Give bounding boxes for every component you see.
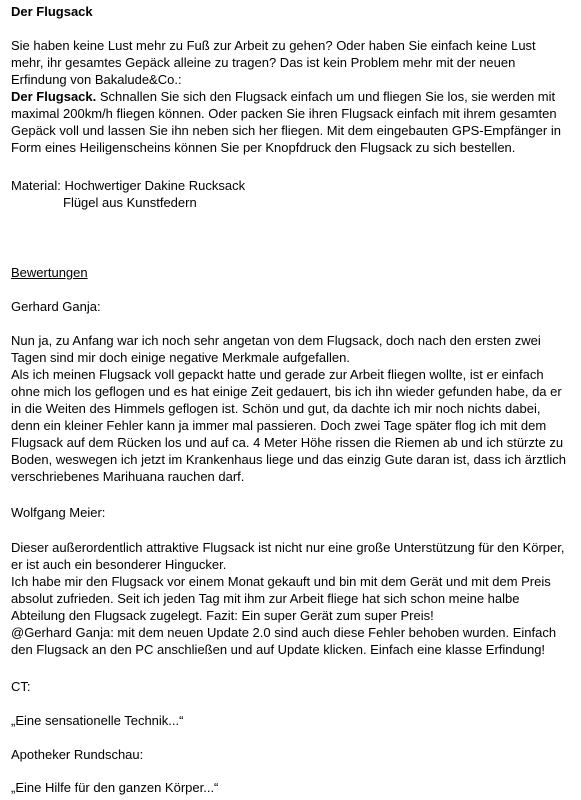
review-author-text: Gerhard Ganja: xyxy=(11,299,101,314)
review-body xyxy=(11,332,571,485)
review-author-text: Wolfgang Meier: xyxy=(11,505,106,520)
review-author xyxy=(11,298,571,315)
review-author xyxy=(11,678,571,695)
product-paragraph xyxy=(11,88,571,156)
review-quote xyxy=(11,712,571,729)
product-name: Der Flugsack. xyxy=(11,89,97,104)
review-paragraph: Ich habe mir den Flugsack vor einem Monat gekauft und bin mit dem Gerät und mit dem Preis absolut zufrieden. Seit ich jeden Tag mit ihm zur Arbeit fliege hat sich schon meine halbe Abteilung den Flugsack zugelegt. Fazit: Ein super Gerät zum super Preis! xyxy=(11,574,551,623)
review-paragraph: Dieser außerordentlich attraktive Flugsack ist nicht nur eine große Unterstützung für den Körper, er ist auch ein besonderer Hingucker. xyxy=(11,540,565,572)
review-quote-text: „Eine sensationelle Technik...“ xyxy=(11,713,184,728)
review-author xyxy=(11,746,571,763)
material-line: Material: Hochwertiger Dakine Rucksack xyxy=(11,178,246,193)
review-paragraph: @Gerhard Ganja: mit dem neuen Update 2.0 sind auch diese Fehler behoben wurden. Einfach den Flugsack an den PC anschließen und auf Update klicken. Einfach eine klasse Erfindung! xyxy=(11,625,557,657)
review-author xyxy=(11,504,571,521)
material-section xyxy=(11,177,571,211)
reviews-heading xyxy=(11,264,571,281)
intro-section xyxy=(11,37,571,156)
review-paragraph: Als ich meinen Flugsack voll gepackt hatte und gerade zur Arbeit fliegen wollte, ist er einfach ohne mich los geflogen und es hat einige Zeit gedauert, bis ich ihn wieder gefunden habe, da er in die Weiten des Himmels geflogen ist. Schön und gut, da dachte ich mir noch nichts dabei, denn ein kleiner Fehler kann ja immer mal passieren. Doch zwei Tage später flog ich mit dem Flugsack auf dem Rücken los und auf ca. 4 Meter Höhe rissen die Riemen ab und ich stürzte zu Boden, weswegen ich jetzt im Krankenhaus liege und das einzig Gute daran ist, dass ich ärztlich verschriebenes Marihuana rauchen darf. xyxy=(11,367,566,484)
review-paragraph: Nun ja, zu Anfang war ich noch sehr angetan von dem Flugsack, doch nach den ersten zwei Tagen sind mir doch einige negative Merkmale aufgefallen. xyxy=(11,333,541,365)
review-body xyxy=(11,539,571,658)
page-title: Der Flugsack xyxy=(11,4,93,19)
review-author-text: CT: xyxy=(11,679,31,694)
intro-paragraph: Sie haben keine Lust mehr zu Fuß zur Arbeit zu gehen? Oder haben Sie einfach keine Lust mehr, ihr gesamtes Gepäck alleine zu tragen? Das ist kein Problem mehr mit der neuen Erfindung von Bakalude&Co.: xyxy=(11,38,536,87)
product-description: Schnallen Sie sich den Flugsack einfach um und fliegen Sie los, sie werden mit maximal 200km/h fliegen können. Oder packen Sie ihren Flugsack einfach mit ihrem gesamten Gepäck voll und lassen Sie ihn neben sich her fliegen. Mit dem eingebauten GPS-Empfänger in Form eines Heiligenscheins können Sie per Knopfdruck den Flugsack zu sich bestellen. xyxy=(11,89,561,155)
material-line-2: Flügel aus Kunstfedern xyxy=(63,195,197,210)
review-quote xyxy=(11,779,571,796)
reviews-heading-text: Bewertungen xyxy=(11,265,88,280)
review-quote-text: „Eine Hilfe für den ganzen Körper...“ xyxy=(11,780,219,795)
review-author-text: Apotheker Rundschau: xyxy=(11,747,144,762)
